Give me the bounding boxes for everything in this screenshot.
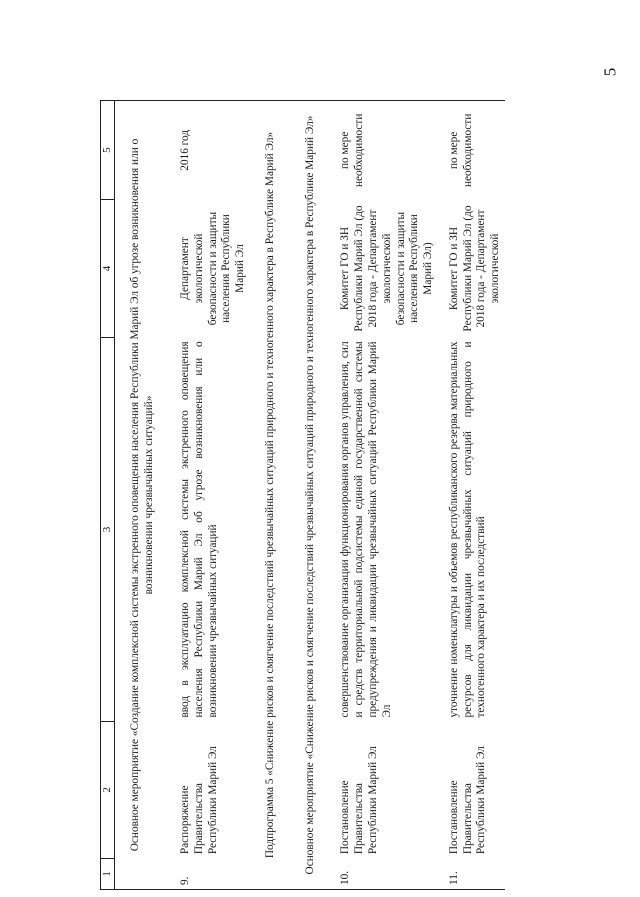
implementation-term: по мере необходимости	[438, 101, 505, 200]
table-row	[438, 101, 505, 890]
section-heading: Основное мероприятие «Создание комплексной системы экстренного оповещения населения Республики Марий Эл об угрозе возникновения или о возникновении чрезвычайных ситуаций»	[115, 101, 169, 890]
responsible-executor: Департамент экологической безопасности и защиты населения Республики Марий Эл	[178, 211, 247, 326]
measure-description: ввод в эксплуатацию комплексной системы экстренного оповещения населения Республики Марий Эл об угрозе возникновения или о возникновении чрезвычайных ситуаций	[178, 341, 219, 718]
measure-description: совершенствование организации функционирования органов управления, сил и средств территориальной подсистемы единой государственной системы предупреждения и ликвидации чрезвычайных ситуаций Республики Марий Эл	[339, 341, 393, 718]
page-number: 5	[599, 67, 619, 77]
document-sheet	[100, 100, 540, 890]
item-number: 9.	[169, 858, 250, 889]
column-number: 5	[101, 101, 115, 200]
subprogram-heading: Подпрограмма 5 «Снижение рисков и смягчение последствий чрезвычайных ситуаций природного и техногенного характера в Республике Марий Эл»	[250, 101, 290, 890]
section-heading-row	[115, 101, 169, 890]
item-number: 10.	[329, 858, 437, 889]
column-number: 3	[101, 337, 115, 721]
table-row	[329, 101, 437, 890]
section-heading-row	[290, 101, 330, 890]
column-number: 4	[101, 200, 115, 338]
implementation-term: 2016 год	[169, 101, 250, 200]
item-number: 11.	[438, 858, 505, 889]
document-type: Распоряжение Правительства Республики Марий Эл	[178, 746, 219, 855]
measures-table	[100, 100, 505, 890]
document-type: Постановление Правительства Республики Марий Эл	[447, 746, 488, 855]
table-row	[169, 101, 250, 890]
section-heading: Основное мероприятие «Снижение рисков и смягчение последствий чрезвычайных ситуаций природного и техногенного характера в Республике Марий Эл»	[290, 101, 330, 890]
column-number: 1	[101, 858, 115, 889]
column-number-row	[101, 101, 115, 890]
subprogram-heading-row	[250, 101, 290, 890]
responsible-executor: Комитет ГО и ЗН Республики Марий Эл (до 2018 года - Департамент экологической безопасности и защиты населения Республики Марий Эл)	[339, 205, 435, 332]
implementation-term: по мере необходимости	[329, 101, 437, 200]
responsible-executor: Комитет ГО и ЗН Республики Марий Эл (до 2018 года - Департамент экологической	[447, 205, 502, 332]
measure-description: уточнение номенклатуры и объемов республиканского резерва материальных ресурсов для ликвидации чрезвычайных ситуаций природного и техногенного характера и их последствий	[447, 341, 488, 718]
document-type: Постановление Правительства Республики Марий Эл	[339, 746, 379, 855]
column-number: 2	[101, 722, 115, 859]
